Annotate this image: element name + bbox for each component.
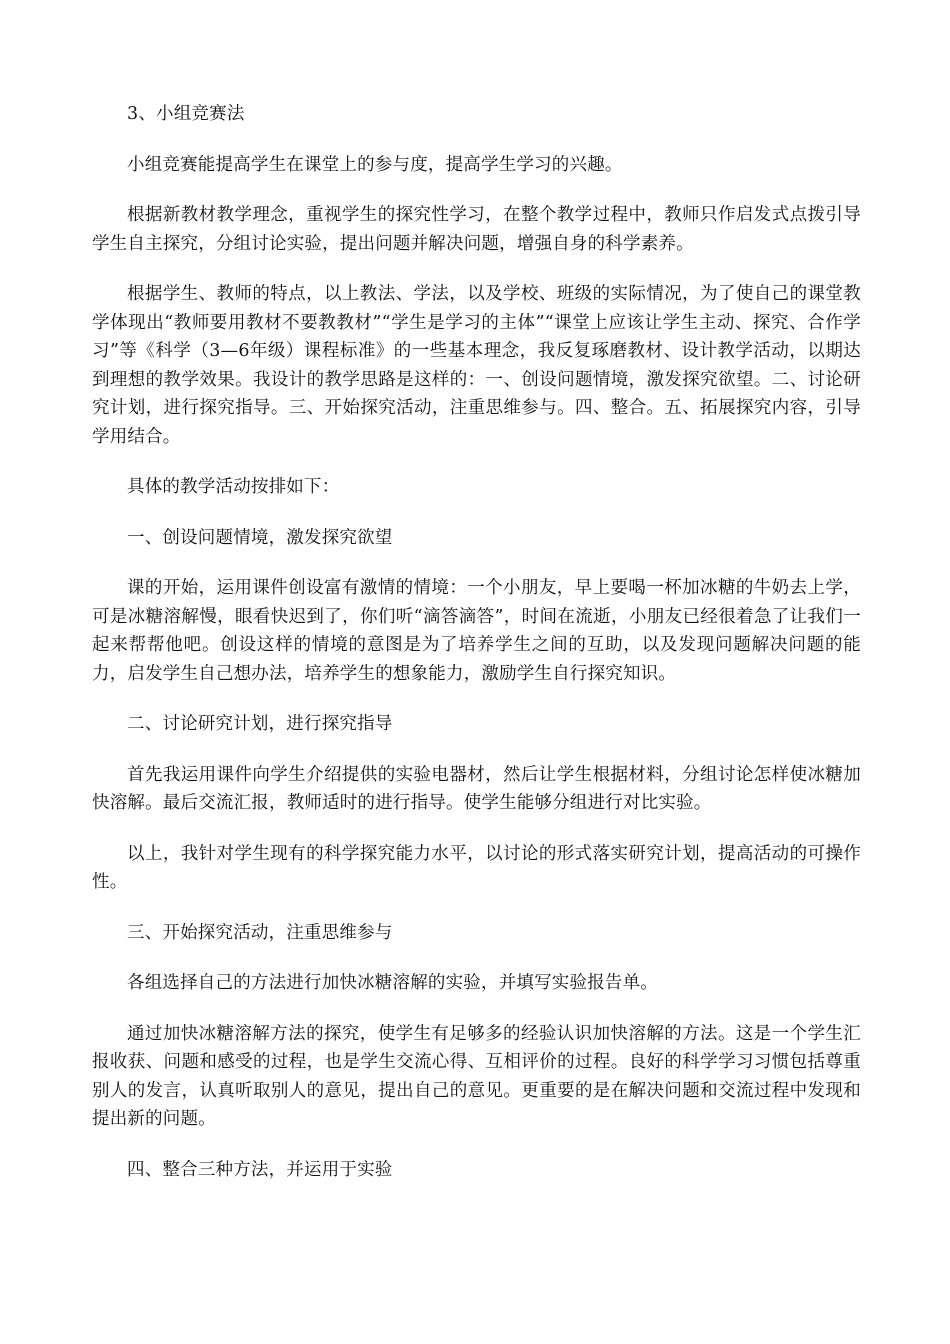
section-heading-3: 三、开始探究活动，注重思维参与 <box>127 922 393 943</box>
section-heading-2: 二、讨论研究计划，进行探究指导 <box>127 714 393 734</box>
paragraph: 课的开始，运用课件创设富有激情的情境：一个小朋友，早上要喝一杯加冰糖的牛奶去上学，可是冰糖溶解慢，眼看快迟到了，你们听“滴答滴答”，时间在流逝，小朋友已经很着急了让我们一起来帮帮他吧。创设这样的情境的意图是为了培养学生之间的互助，以及发现问题解决问题的能力，启发学生自己想办法，培养学生的想象能力，激励学生自行探究知识。 <box>92 578 861 684</box>
paragraph: 具体的教学活动按排如下： <box>127 477 340 497</box>
paragraph: 小组竞赛能提高学生在课堂上的参与度，提高学生学习的兴趣。 <box>127 154 623 175</box>
paragraph: 各组选择自己的方法进行加快冰糖溶解的实验，并填写实验报告单。 <box>127 973 658 993</box>
paragraph: 根据新教材教学理念，重视学生的探究性学习，在整个教学过程中，教师只作启发式点拨引导学生自主探究，分组讨论实验，提出问题并解决问题，增强自身的科学素养。 <box>92 205 861 254</box>
section-heading-group-competition: 3、小组竞赛法 <box>127 104 245 124</box>
section-heading-4: 四、整合三种方法，并运用于实验 <box>127 1159 393 1180</box>
paragraph: 首先我运用课件向学生介绍提供的实验电器材，然后让学生根据材料，分组讨论怎样使冰糖加快溶解。最后交流汇报，教师适时的进行指导。使学生能够分组进行对比实验。 <box>92 764 861 813</box>
document-page <box>92 100 861 1206</box>
paragraph: 以上，我针对学生现有的科学探究能力水平，以讨论的形式落实研究计划，提高活动的可操作性。 <box>92 843 861 892</box>
paragraph: 通过加快冰糖溶解方法的探究，使学生有足够多的经验认识加快溶解的方法。这是一个学生汇报收获、问题和感受的过程，也是学生交流心得、互相评价的过程。良好的科学学习习惯包括尊重别人的发言，认真听取别人的意见，提出自己的意见。更重要的是在解决问题和交流过程中发现和提出新的问题。 <box>92 1023 861 1129</box>
paragraph: 根据学生、教师的特点，以上教法、学法，以及学校、班级的实际情况，为了使自己的课堂教学体现出“教师要用教材不要教教材”“学生是学习的主体”“课堂上应该让学生主动、探究、合作学习”等《科学（3—6年级）课程标准》的一些基本理念，我反复琢磨教材、设计教学活动，以期达到理想的教学效果。我设计的教学思路是这样的：一、创设问题情境，激发探究欲望。二、讨论研究计划，进行探究指导。三、开始探究活动，注重思维参与。四、整合。五、拓展探究内容，引导学用结合。 <box>92 284 861 447</box>
section-heading-1: 一、创设问题情境，激发探究欲望 <box>127 527 393 548</box>
